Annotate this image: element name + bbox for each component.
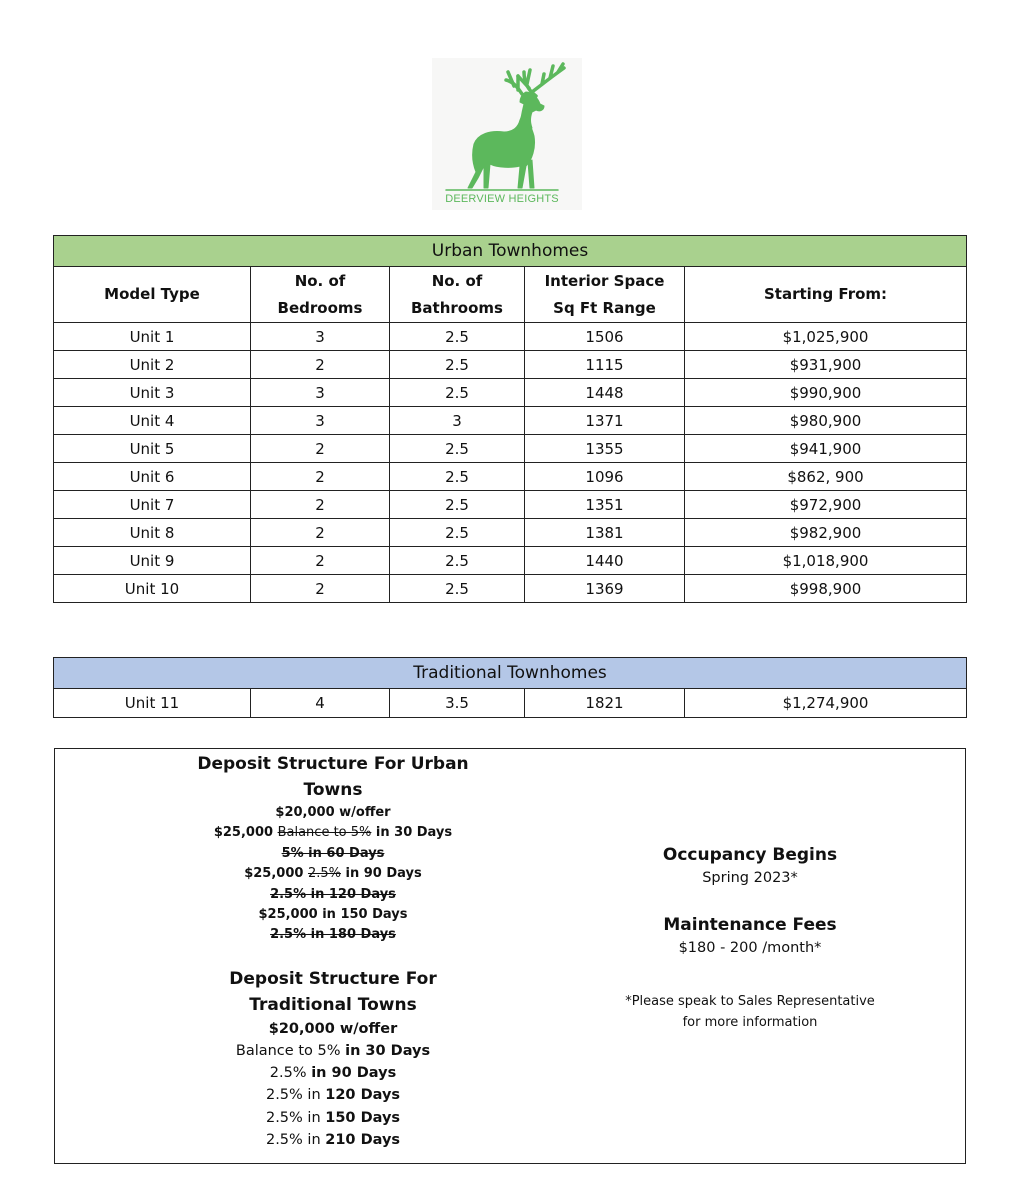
cell-price: $980,900 xyxy=(685,407,967,435)
cell-bedrooms: 3 xyxy=(251,379,390,407)
cell-price: $1,274,900 xyxy=(685,689,967,718)
cell-unit: Unit 2 xyxy=(54,351,251,379)
cell-unit: Unit 7 xyxy=(54,491,251,519)
cell-sqft: 1440 xyxy=(525,547,685,575)
cell-sqft: 1371 xyxy=(525,407,685,435)
urban-deposit-line: 2.5% in 120 Days xyxy=(270,886,396,902)
urban-deposit-line: $25,000 2.5% in 90 Days xyxy=(244,866,422,882)
table-row xyxy=(54,379,967,407)
table-row xyxy=(54,519,967,547)
cell-bathrooms: 2.5 xyxy=(390,435,525,463)
cell-price: $982,900 xyxy=(685,519,967,547)
deposit-info-box xyxy=(54,748,966,1164)
table-title-row xyxy=(54,658,967,689)
table-row xyxy=(54,491,967,519)
cell-unit: Unit 5 xyxy=(54,435,251,463)
deposit-structures xyxy=(185,751,481,1151)
traditional-deposit-line: 2.5% in 90 Days xyxy=(269,1065,397,1082)
header-model-type: Model Type xyxy=(54,267,251,323)
cell-bedrooms: 2 xyxy=(251,435,390,463)
table-row xyxy=(54,575,967,603)
traditional-townhomes-table xyxy=(53,657,967,718)
cell-bathrooms: 2.5 xyxy=(390,519,525,547)
cell-sqft: 1381 xyxy=(525,519,685,547)
cell-sqft: 1369 xyxy=(525,575,685,603)
cell-bedrooms: 2 xyxy=(251,519,390,547)
table-row xyxy=(54,407,967,435)
maintenance-value: $180 - 200 /month* xyxy=(678,940,822,956)
cell-price: $862, 900 xyxy=(685,463,967,491)
cell-bedrooms: 2 xyxy=(251,575,390,603)
cell-bedrooms: 2 xyxy=(251,547,390,575)
table-row xyxy=(54,323,967,351)
cell-unit: Unit 4 xyxy=(54,407,251,435)
traditional-deposit-line: 2.5% in 120 Days xyxy=(265,1087,401,1104)
cell-price: $990,900 xyxy=(685,379,967,407)
cell-price: $972,900 xyxy=(685,491,967,519)
cell-bedrooms: 2 xyxy=(251,351,390,379)
header-starting-from: Starting From: xyxy=(685,267,967,323)
cell-sqft: 1821 xyxy=(525,689,685,718)
cell-sqft: 1115 xyxy=(525,351,685,379)
cell-unit: Unit 9 xyxy=(54,547,251,575)
cell-bedrooms: 2 xyxy=(251,463,390,491)
cell-bathrooms: 2.5 xyxy=(390,547,525,575)
cell-unit: Unit 8 xyxy=(54,519,251,547)
header-interior-space: Interior Space Sq Ft Range xyxy=(525,267,685,323)
deer-icon xyxy=(432,58,582,198)
cell-price: $931,900 xyxy=(685,351,967,379)
cell-bathrooms: 3 xyxy=(390,407,525,435)
table-row xyxy=(54,435,967,463)
traditional-deposit-line: $20,000 w/offer xyxy=(268,1020,398,1037)
cell-sqft: 1448 xyxy=(525,379,685,407)
cell-bedrooms: 3 xyxy=(251,407,390,435)
cell-unit: Unit 1 xyxy=(54,323,251,351)
cell-sqft: 1351 xyxy=(525,491,685,519)
sales-note: *Please speak to Sales Representative for more information xyxy=(625,994,875,1030)
table-row xyxy=(54,689,967,718)
cell-bathrooms: 3.5 xyxy=(390,689,525,718)
table-header-row xyxy=(54,267,967,323)
cell-price: $1,025,900 xyxy=(685,323,967,351)
cell-bathrooms: 2.5 xyxy=(390,463,525,491)
cell-bathrooms: 2.5 xyxy=(390,379,525,407)
cell-unit: Unit 6 xyxy=(54,463,251,491)
cell-sqft: 1506 xyxy=(525,323,685,351)
maintenance-heading: Maintenance Fees xyxy=(663,915,837,935)
urban-deposit-line: $20,000 w/offer xyxy=(275,805,391,820)
urban-deposit-line: $25,000 in 150 Days xyxy=(258,907,408,923)
cell-price: $998,900 xyxy=(685,575,967,603)
logo xyxy=(432,58,582,210)
table-row xyxy=(54,547,967,575)
urban-deposit-line: $25,000 Balance to 5% in 30 Days xyxy=(213,825,453,841)
cell-bathrooms: 2.5 xyxy=(390,575,525,603)
cell-bedrooms: 4 xyxy=(251,689,390,718)
cell-unit: Unit 3 xyxy=(54,379,251,407)
cell-bathrooms: 2.5 xyxy=(390,491,525,519)
traditional-deposit-heading: Deposit Structure For Traditional Towns xyxy=(229,968,437,1015)
cell-bedrooms: 2 xyxy=(251,491,390,519)
cell-sqft: 1096 xyxy=(525,463,685,491)
cell-bathrooms: 2.5 xyxy=(390,323,525,351)
cell-price: $941,900 xyxy=(685,435,967,463)
table-row xyxy=(54,351,967,379)
traditional-deposit-line: 2.5% in 150 Days xyxy=(265,1109,401,1126)
cell-price: $1,018,900 xyxy=(685,547,967,575)
urban-deposit-heading: Deposit Structure For Urban Towns xyxy=(197,754,469,800)
urban-table-title: Urban Townhomes xyxy=(54,236,967,267)
traditional-table-title: Traditional Townhomes xyxy=(54,658,967,689)
occupancy-maintenance-info xyxy=(595,843,905,1033)
traditional-deposit-line: Balance to 5% in 30 Days xyxy=(235,1043,431,1060)
traditional-deposit-line: 2.5% in 210 Days xyxy=(265,1131,401,1148)
table-row xyxy=(54,463,967,491)
header-bathrooms: No. of Bathrooms xyxy=(390,267,525,323)
occupancy-value: Spring 2023* xyxy=(702,870,798,886)
cell-sqft: 1355 xyxy=(525,435,685,463)
cell-bedrooms: 3 xyxy=(251,323,390,351)
cell-bathrooms: 2.5 xyxy=(390,351,525,379)
table-title-row xyxy=(54,236,967,267)
logo-text: DEERVIEW HEIGHTS xyxy=(445,193,559,205)
urban-deposit-line: 5% in 60 Days xyxy=(281,845,385,861)
cell-unit: Unit 11 xyxy=(54,689,251,718)
urban-deposit-line: 2.5% in 180 Days xyxy=(270,927,396,943)
header-bedrooms: No. of Bedrooms xyxy=(251,267,390,323)
urban-townhomes-table xyxy=(53,235,967,603)
cell-unit: Unit 10 xyxy=(54,575,251,603)
occupancy-heading: Occupancy Begins xyxy=(662,845,838,865)
